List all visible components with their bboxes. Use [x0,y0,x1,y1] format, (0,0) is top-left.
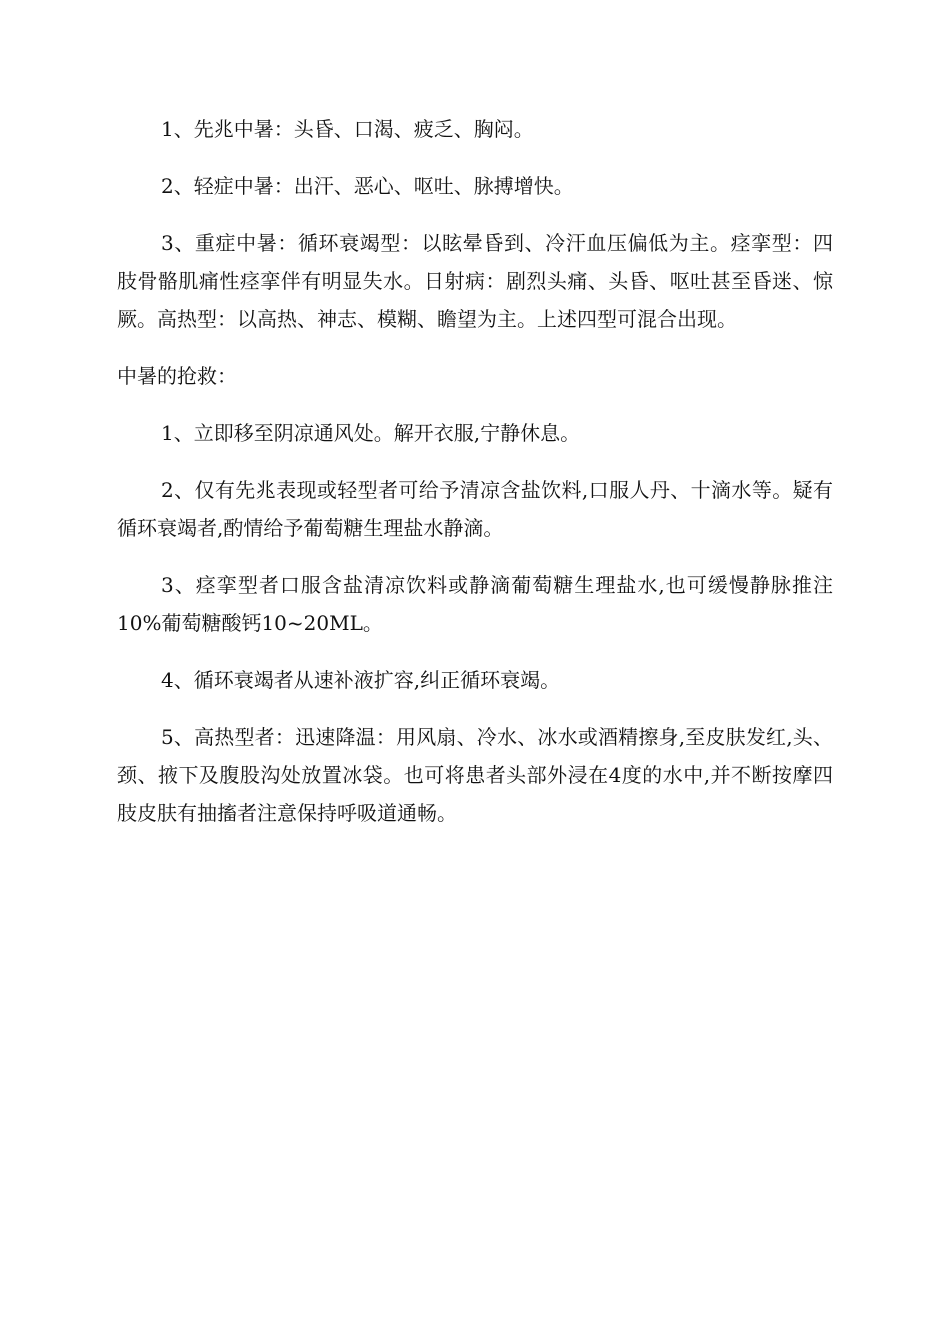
rescue-step-2: 2、仅有先兆表现或轻型者可给予清凉含盐饮料,口服人丹、十滴水等。疑有循环衰竭者,酌情给予葡萄糖生理盐水静滴。 [117,478,833,540]
rescue-step-1: 1、立即移至阴凉通风处。解开衣服,宁静休息。 [161,421,581,445]
symptom-severe-paragraph: 3、重症中暑：循环衰竭型：以眩晕昏到、冷汗血压偏低为主。痉挛型：四肢骨骼肌痛性痉挛伴有明显失水。日射病：剧烈头痛、头昏、呕吐甚至昏迷、惊厥。高热型：以高热、神志、模糊、瞻望为主。上述四型可混合出现。 [117,231,833,331]
symptom-aura-paragraph: 1、先兆中暑：头昏、口渴、疲乏、胸闷。 [161,117,534,141]
document-body [117,110,833,851]
rescue-step-5: 5、高热型者：迅速降温：用风扇、冷水、冰水或酒精擦身,至皮肤发红,头、颈、掖下及腹股沟处放置冰袋。也可将患者头部外浸在4度的水中,并不断按摩四肢皮肤有抽搐者注意保持呼吸道通畅。 [117,725,833,825]
symptom-mild-paragraph: 2、轻症中暑：出汗、恶心、呕吐、脉搏增快。 [161,174,574,198]
rescue-step-4: 4、循环衰竭者从速补液扩容,纠正循环衰竭。 [161,668,561,692]
rescue-step-3: 3、痉挛型者口服含盐清凉饮料或静滴葡萄糖生理盐水,也可缓慢静脉推注10%葡萄糖酸钙10~20ML。 [117,573,833,635]
rescue-heading: 中暑的抢救： [117,364,237,388]
